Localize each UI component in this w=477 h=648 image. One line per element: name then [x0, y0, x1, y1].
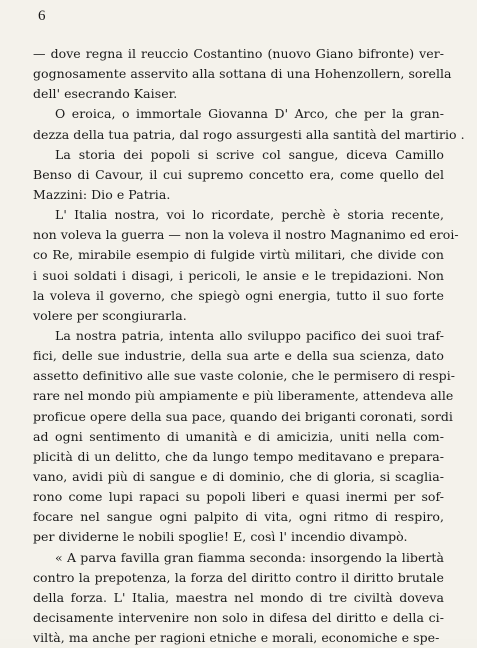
text-line: La nostra patria, intenta allo sviluppo pacifico dei suoi traf- — [55, 327, 444, 343]
text-line: della forza. L' Italia, maestra nel mondo di tre civiltà doveva — [33, 589, 444, 605]
text-line: assetto definitivo alle sue vaste colonie, che le permisero di respi- — [33, 368, 456, 384]
text-line: dezza della tua patria, dal rogo assurgesti alla santità del martirio . — [33, 126, 465, 142]
paragraph — [33, 44, 452, 104]
text-line: L' Italia nostra, voi lo ricordate, perchè è storia recente, — [55, 207, 444, 223]
paragraph — [33, 326, 456, 548]
text-line: « A parva favilla gran fiamma seconda: insorgendo la libertà — [55, 549, 444, 565]
text-line: gognosamente asservito alla sottana di una Hohenzollern, sorella — [33, 66, 452, 82]
text-line: ad ogni sentimento di umanità e di amicizia, uniti nella com- — [33, 428, 444, 444]
text-line: la voleva il governo, che spiegò ogni energia, tutto il suo forte — [33, 287, 444, 303]
text-line: contro la prepotenza, la forza del diritto contro il diritto brutale — [33, 569, 444, 585]
text-line: dell' esecrando Kaiser. — [33, 86, 178, 102]
paragraph — [33, 548, 444, 648]
text-line: non voleva la guerra — non la voleva il nostro Magnanimo ed eroi- — [33, 227, 459, 243]
text-line: rare nel mondo più ampiamente e più liberamente, attendeva alle — [33, 388, 454, 404]
text-line: — dove regna il reuccio Costantino (nuovo Giano bifronte) ver- — [33, 46, 444, 61]
text-line: rono come lupi rapaci su popoli liberi e quasi inermi per sof- — [33, 489, 444, 505]
text-line: vano, avidi più di sangue e di dominio, che di gloria, si scaglia- — [33, 468, 444, 484]
text-line: plicità di un delitto, che da lungo tempo meditavano e prepara- — [33, 448, 444, 464]
text-line: O eroica, o immortale Giovanna D' Arco, che per la gran- — [55, 106, 444, 122]
page-number: 6 — [38, 8, 46, 24]
text-line: Mazzini: Dio e Patria. — [33, 186, 171, 202]
paragraph — [33, 205, 459, 326]
text-line: proficue opere della sua pace, quando dei briganti coronati, sordi — [33, 408, 453, 424]
body-text — [33, 44, 465, 648]
text-line: co Re, mirabile esempio di fulgide virtù militari, che divide con — [33, 247, 444, 263]
text-line: volere per scongiurarla. — [33, 307, 187, 323]
paragraph — [33, 145, 444, 205]
paragraph — [33, 104, 465, 144]
text-line: decisamente intervenire non solo in difesa del diritto e della ci- — [33, 609, 444, 625]
text-line: per dividerne le nobili spoglie! E, così l' incendio divampò. — [33, 529, 408, 545]
text-line: viltà, ma anche per ragioni etniche e morali, economiche e spe- — [33, 630, 440, 646]
text-line: Benso di Cavour, il cui supremo concetto era, come quello del — [33, 166, 444, 182]
text-line: fici, delle sue industrie, della sua arte e della sua scienza, dato — [33, 348, 444, 364]
text-line: i suoi soldati i disagi, i pericoli, le ansie e le trepidazioni. Non — [33, 267, 444, 283]
text-line: La storia dei popoli si scrive col sangue, diceva Camillo — [55, 146, 444, 162]
text-line: focare nel sangue ogni palpito di vita, ogni ritmo di respiro, — [33, 509, 444, 525]
